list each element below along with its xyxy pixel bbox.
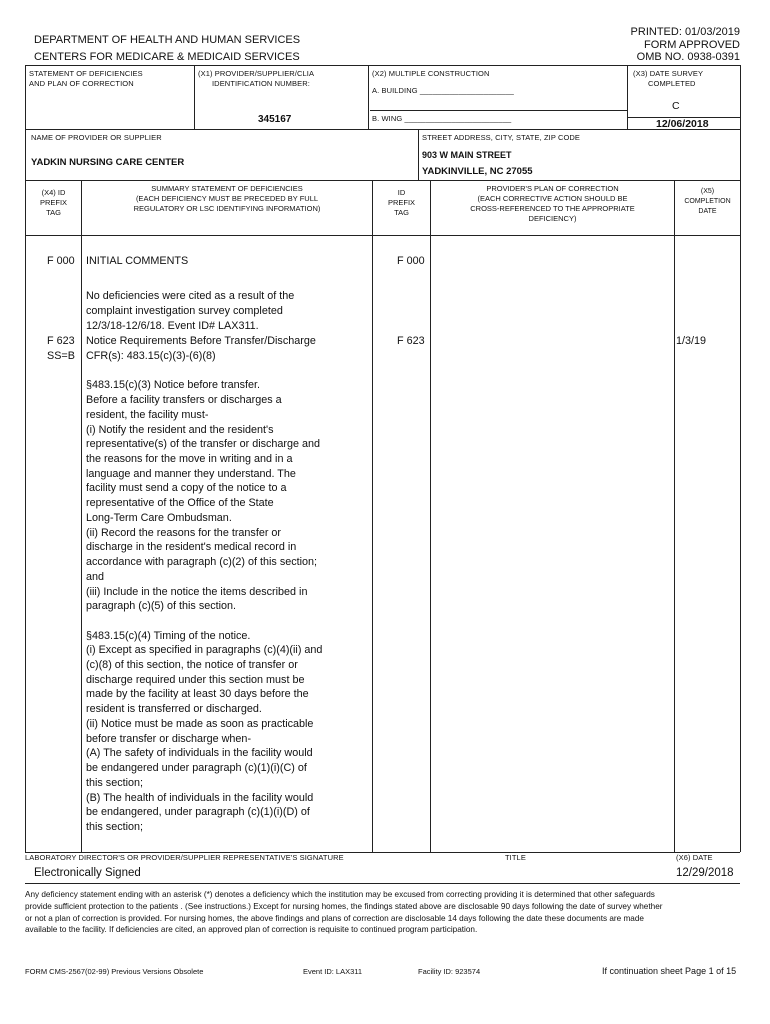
signature-label: LABORATORY DIRECTOR'S OR PROVIDER/SUPPLIER REPRESENTATIVE'S SIGNATURE [25, 853, 344, 862]
provider-number: 345167 [258, 114, 292, 125]
provider-name: YADKIN NURSING CARE CENTER [31, 157, 185, 168]
body-line: Notice Requirements Before Transfer/Discharge [86, 335, 316, 347]
survey-date: 12/06/2018 [656, 118, 709, 130]
omb-number: OMB NO. 0938-0391 [636, 51, 740, 63]
body-line: CFR(s): 483.15(c)(3)-(6)(8) [86, 350, 216, 362]
body-line: (A) The safety of individuals in the facility would [86, 747, 313, 759]
body-line: §483.15(c)(3) Notice before transfer. [86, 379, 261, 391]
signature-date: 12/29/2018 [676, 867, 734, 879]
form-approved: FORM APPROVED [644, 39, 740, 51]
printed-date: PRINTED: 01/03/2019 [630, 26, 740, 38]
body-line: be endangered, under paragraph (c)(1)(i)(D) of [86, 806, 310, 818]
body-line: (B) The health of individuals in the facility would [86, 792, 314, 804]
x6-date-label: (X6) DATE [676, 853, 713, 862]
body-line: resident is transferred or discharged. [86, 703, 262, 715]
statement-label-1: STATEMENT OF DEFICIENCIES [29, 69, 143, 78]
body-line: accordance with paragraph (c)(2) of this section; [86, 556, 318, 568]
body-line: be endangered under paragraph (c)(1)(i)(C) of [86, 762, 307, 774]
plan-header: PROVIDER'S PLAN OF CORRECTION (EACH CORRECTIVE ACTION SHOULD BE CROSS-REFERENCED TO THE APPROPRIATE DEFICIENCY) [470, 184, 635, 223]
x2-building: A. BUILDING ______________________ [372, 86, 514, 95]
x2-label: (X2) MULTIPLE CONSTRUCTION [372, 69, 490, 78]
severity-scope: SS=B [47, 350, 75, 362]
completion-date-f623: 1/3/19 [676, 335, 707, 347]
body-line: this section; [86, 777, 144, 789]
x3-label-1: (X3) DATE SURVEY [633, 69, 704, 78]
survey-code: C [672, 100, 680, 112]
body-line: (ii) Record the reasons for the transfer or [86, 527, 282, 539]
body-line: Before a facility transfers or discharges a [86, 394, 282, 406]
body-line: (iii) Include in the notice the items described in [86, 586, 308, 598]
form-number: FORM CMS-2567(02-99) Previous Versions Obsolete [25, 967, 204, 976]
tag-f000-left: F 000 [47, 255, 75, 267]
body-line: representative of the Office of the State [86, 497, 274, 509]
tag-f623-left: F 623 [47, 335, 75, 347]
body-line: INITIAL COMMENTS [86, 255, 189, 267]
x2-wing: B. WING _________________________ [372, 114, 512, 123]
body-line: Long-Term Care Ombudsman. [86, 512, 232, 524]
event-id: Event ID: LAX311 [303, 967, 363, 976]
body-line: paragraph (c)(5) of this section. [86, 600, 237, 612]
centers-name: CENTERS FOR MEDICARE & MEDICAID SERVICES [34, 51, 300, 63]
body-line: (i) Except as specified in paragraphs (c)(4)(ii) and [86, 644, 323, 656]
body-line: (ii) Notice must be made as soon as practicable [86, 718, 314, 730]
address-label: STREET ADDRESS, CITY, STATE, ZIP CODE [422, 133, 581, 142]
body-line: 12/3/18-12/6/18. Event ID# LAX311. [86, 320, 259, 332]
body-line: before transfer or discharge when- [86, 733, 252, 745]
body-line: facility must send a copy of the notice to a [86, 482, 287, 494]
tag-f000-right: F 000 [397, 255, 425, 267]
department-name: DEPARTMENT OF HEALTH AND HUMAN SERVICES [34, 34, 301, 46]
x3-label-2: COMPLETED [648, 79, 696, 88]
body-line: discharge required under this section must be [86, 674, 305, 686]
provider-label: NAME OF PROVIDER OR SUPPLIER [31, 133, 162, 142]
x1-label-2: IDENTIFICATION NUMBER: [212, 79, 310, 88]
signature-value: Electronically Signed [34, 867, 141, 879]
address-street: 903 W MAIN STREET [422, 150, 512, 160]
address-city: YADKINVILLE, NC 27055 [422, 166, 533, 177]
body-line: complaint investigation survey completed [86, 305, 283, 317]
body-line: resident, the facility must- [86, 409, 209, 421]
x1-label-1: (X1) PROVIDER/SUPPLIER/CLIA [198, 69, 315, 78]
body-line: discharge in the resident's medical record in [86, 541, 297, 553]
body-line: the reasons for the move in writing and in a [86, 453, 293, 465]
page-indicator: If continuation sheet Page 1 of 15 [602, 966, 737, 976]
title-label: TITLE [505, 853, 526, 862]
summary-header: SUMMARY STATEMENT OF DEFICIENCIES (EACH DEFICIENCY MUST BE PRECEDED BY FULL REGULATORY OR LSC IDENTIFYING INFORMATION) [133, 184, 321, 213]
body-line: language and manner they understand. The [86, 468, 296, 480]
statement-label-2: AND PLAN OF CORRECTION [29, 79, 134, 88]
completion-header: (X5) COMPLETION DATE [684, 188, 731, 215]
body-line: representative(s) of the transfer or discharge and [86, 438, 321, 450]
body-line: this section; [86, 821, 144, 833]
body-line: and [86, 571, 105, 583]
disclaimer-footnote: Any deficiency statement ending with an asterisk (*) denotes a deficiency which the institution may be excused from correcting providing it is determined that other safeguards provide sufficient protection to the patients . (See instructions.) Except for nursing homes, the findings stated above are disclosable 90 days following the date of survey whether or not a plan of correction is provided. For nursing homes, the above findings and plans of correction are disclosable 14 days following the date these documents are made available to the facility. If deficiencies are cited, an approved plan of correction is requisite to continued program participation. [25, 890, 663, 935]
tag-f623-right: F 623 [397, 335, 425, 347]
body-line: §483.15(c)(4) Timing of the notice. [86, 630, 251, 642]
facility-id: Facility ID: 923574 [418, 967, 481, 976]
body-line: (i) Notify the resident and the resident's [86, 424, 274, 436]
body-line: No deficiencies were cited as a result of the [86, 290, 295, 302]
body-line: made by the facility at least 30 days before the [86, 688, 309, 700]
id-prefix-header: ID PREFIX TAG [387, 188, 416, 217]
x4-header: (X4) ID PREFIX TAG [39, 188, 68, 217]
body-line: (c)(8) of this section, the notice of transfer or [86, 659, 298, 671]
